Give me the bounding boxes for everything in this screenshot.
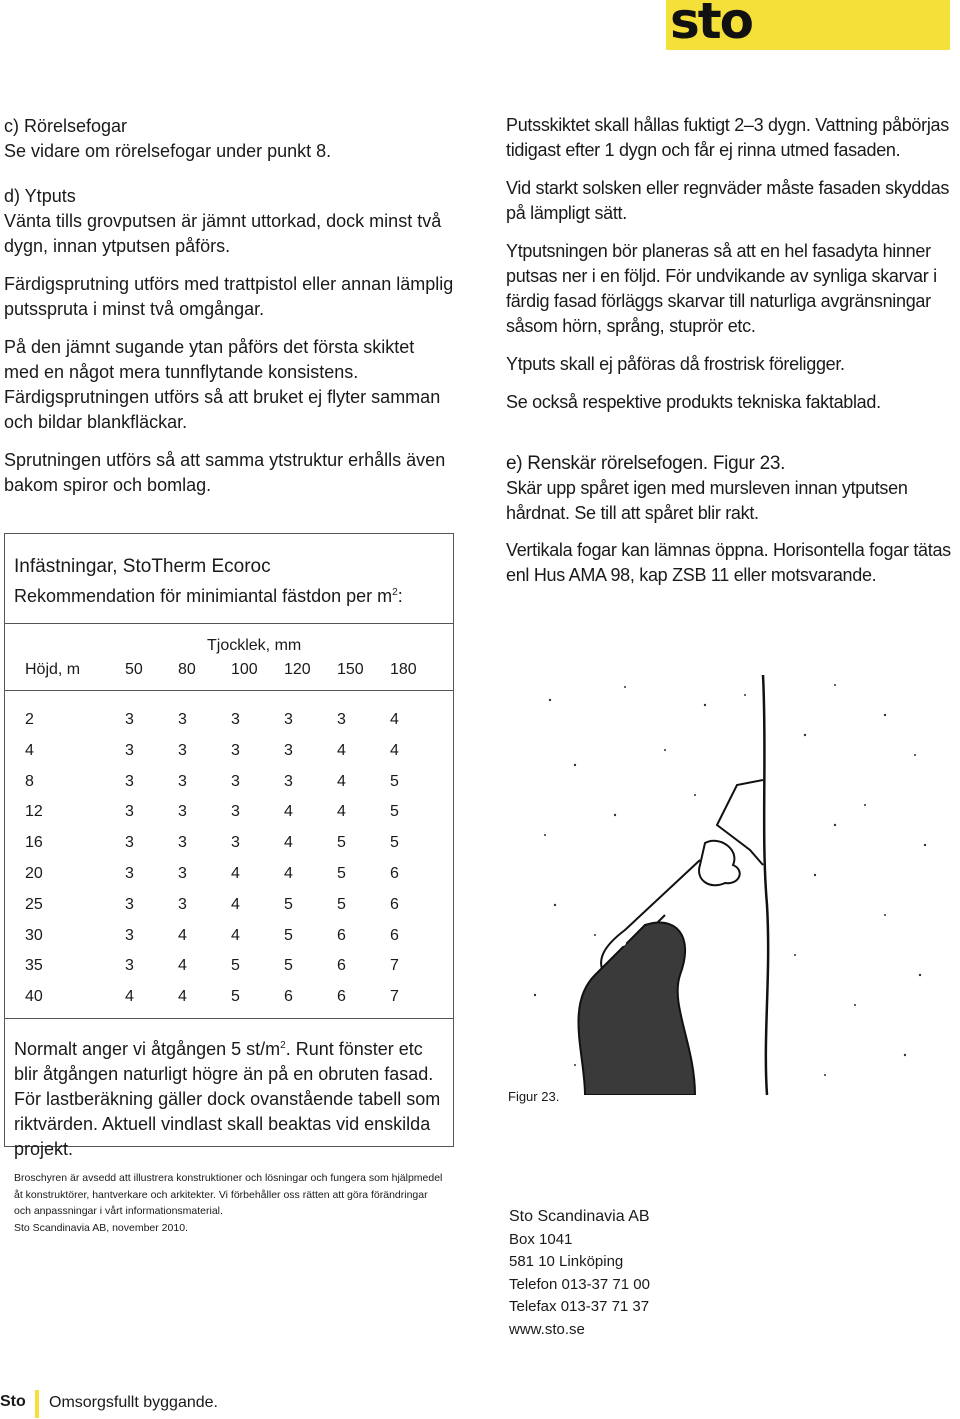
table-cell: 3 bbox=[178, 834, 187, 852]
table-cell: 5 bbox=[337, 865, 346, 882]
table-cell: 5 bbox=[231, 957, 240, 975]
table-cell: 3 bbox=[125, 803, 134, 821]
table-cell: 6 bbox=[390, 865, 399, 882]
footer-brand: Sto bbox=[0, 1393, 26, 1410]
table-row-height: 20 bbox=[25, 865, 43, 882]
table-row-height: 2 bbox=[25, 711, 34, 728]
table-cell: 3 bbox=[231, 772, 240, 790]
table-cell: 4 bbox=[337, 741, 346, 759]
table-row-height: 12 bbox=[25, 803, 43, 821]
table-cell: 3 bbox=[231, 741, 240, 759]
table-cell: 3 bbox=[231, 834, 240, 852]
table-cell: 4 bbox=[231, 926, 240, 944]
table-cell: 4 bbox=[284, 803, 293, 821]
table-cell: 3 bbox=[284, 741, 293, 759]
table-cell: 6 bbox=[390, 926, 399, 944]
table-cell: 4 bbox=[125, 988, 134, 1006]
table-row-header: Höjd, m bbox=[25, 661, 81, 678]
table-cell: 3 bbox=[125, 865, 134, 882]
paragraph-planering: Ytputsningen bör planeras så att en hel fasadyta hinner putsas ner i en följd. För undvikande av synliga skarvar i färdig fasad förläggs skarvar till naturliga avgränsningar såsom hörn, språng, stuprör etc. bbox=[506, 241, 937, 336]
table-cell: 4 bbox=[390, 711, 399, 728]
table-cell: 3 bbox=[231, 803, 240, 821]
table-column-header: 120 bbox=[284, 661, 311, 678]
section-body-ytputs: Vänta tills grovputsen är jämnt uttorkad, dock minst två dygn, innan ytputsen påförs. bbox=[4, 211, 442, 256]
website-link[interactable]: www.sto.se bbox=[509, 1320, 585, 1338]
table-cell: 3 bbox=[178, 803, 187, 821]
section-title-renskar: e) Renskär rörelsefogen. Figur 23. bbox=[506, 453, 786, 474]
footer-tagline: Omsorgsfullt byggande. bbox=[49, 1394, 218, 1411]
company-address bbox=[509, 1206, 650, 1341]
phone-number: Telefon 013-37 71 00 bbox=[509, 1275, 650, 1293]
section-body-renskar: Skär upp spåret igen med mursleven innan ytputsen hårdnat. Se till att spåret blir rakt. bbox=[506, 478, 908, 523]
footer-accent-bar bbox=[35, 1390, 39, 1418]
table-row-height: 16 bbox=[25, 834, 43, 852]
sto-logo: sto bbox=[670, 0, 753, 50]
table-cell: 4 bbox=[284, 834, 293, 852]
table-row-height: 25 bbox=[25, 895, 43, 913]
table-cell: 3 bbox=[125, 772, 134, 790]
table-row-height: 4 bbox=[25, 741, 34, 759]
table-cell: 5 bbox=[390, 772, 399, 790]
table-cell: 4 bbox=[337, 803, 346, 821]
table-cell: 3 bbox=[125, 741, 134, 759]
divider bbox=[4, 690, 454, 691]
paragraph-fuktigt: Putsskiktet skall hållas fuktigt 2–3 dygn. Vattning påbörjas tidigast efter 1 dygn och får ej rinna utmed fasaden. bbox=[506, 115, 949, 160]
figure-caption: Figur 23. bbox=[508, 1089, 560, 1104]
table-cell: 4 bbox=[178, 988, 187, 1006]
table-cell: 5 bbox=[231, 988, 240, 1006]
table-cell: 5 bbox=[390, 834, 399, 852]
table-cell: 3 bbox=[178, 741, 187, 759]
table-cell: 5 bbox=[337, 895, 346, 913]
table-cell: 4 bbox=[231, 895, 240, 913]
company-name: Sto Scandinavia AB bbox=[509, 1208, 650, 1225]
paragraph-forsta-skiktet: På den jämnt sugande ytan påförs det första skiktet med en något mera tunnflytande konsistens. Färdigsprutningen utförs så att bruket ej flyter samman och bildar blankfläckar. bbox=[4, 337, 441, 432]
table-cell: 5 bbox=[284, 957, 293, 975]
postal-box: Box 1041 bbox=[509, 1230, 573, 1248]
table-group-header: Tjocklek, mm bbox=[207, 637, 302, 654]
paragraph-frostrisk: Ytputs skall ej påföras då frostrisk föreligger. bbox=[506, 354, 845, 374]
fax-number: Telefax 013-37 71 37 bbox=[509, 1298, 650, 1315]
paragraph-fardigsprutning: Färdigsprutning utförs med trattpistol eller annan lämplig putsspruta i minst två omgångar. bbox=[4, 274, 454, 319]
disclaimer-text: Broschyren är avsedd att illustrera konstruktioner och lösningar och fungera som hjälpmedel åt konstruktörer, hantverkare och arkitekter. Vi förbehåller oss rätten att göra förändringar och anpassningar i vårt informationsmaterial. bbox=[14, 1172, 443, 1217]
table-cell: 3 bbox=[125, 895, 134, 913]
table-cell: 4 bbox=[231, 865, 240, 882]
section-title-rorelsefogar: c) Rörelsefogar bbox=[4, 116, 128, 136]
table-cell: 6 bbox=[337, 988, 346, 1006]
right-column bbox=[506, 113, 960, 601]
table-cell: 3 bbox=[178, 772, 187, 790]
table-cell: 4 bbox=[337, 772, 346, 790]
table-cell: 3 bbox=[284, 711, 293, 728]
table-subtitle: Rekommendation för minimiantal fästdon per $m^2$: bbox=[14, 586, 403, 606]
table-row-height: 30 bbox=[25, 926, 43, 944]
table-cell: 5 bbox=[337, 834, 346, 852]
table-cell: 3 bbox=[178, 711, 187, 728]
table-cell: 7 bbox=[390, 988, 399, 1006]
table-cell: 4 bbox=[390, 741, 399, 759]
table-cell: 3 bbox=[125, 926, 134, 944]
table-cell: 3 bbox=[178, 865, 187, 882]
table-cell: 4 bbox=[178, 926, 187, 944]
table-column-header: 80 bbox=[178, 661, 196, 678]
table-cell: 6 bbox=[337, 957, 346, 975]
table-cell: 3 bbox=[178, 895, 187, 913]
table-cell: 3 bbox=[231, 711, 240, 728]
table-cell: 4 bbox=[178, 957, 187, 975]
divider bbox=[4, 1018, 454, 1019]
paragraph-sprutningen: Sprutningen utförs så att samma ytstruktur erhålls även bakom spiror och bomlag. bbox=[4, 450, 446, 495]
section-title-ytputs: d) Ytputs bbox=[4, 186, 76, 206]
table-cell: 5 bbox=[390, 803, 399, 821]
left-column bbox=[4, 114, 454, 511]
table-row-height: 35 bbox=[25, 957, 43, 975]
table-cell: 5 bbox=[284, 895, 293, 913]
table-cell: 3 bbox=[125, 711, 134, 728]
table-cell: 6 bbox=[337, 926, 346, 944]
table-cell: 3 bbox=[125, 834, 134, 852]
paragraph-faktablad: Se också respektive produkts tekniska faktablad. bbox=[506, 392, 881, 412]
table-cell: 6 bbox=[284, 988, 293, 1006]
paragraph-fogar: Vertikala fogar kan lämnas öppna. Horisontella fogar tätas enl Hus AMA 98, kap ZSB 11 eller motsvarande. bbox=[506, 540, 951, 585]
postal-city: 581 10 Linköping bbox=[509, 1253, 624, 1270]
disclaimer bbox=[14, 1170, 444, 1236]
divider bbox=[4, 623, 454, 624]
table-column-header: 50 bbox=[125, 661, 143, 678]
table-cell: 3 bbox=[125, 957, 134, 975]
table-cell: 3 bbox=[337, 711, 346, 728]
table-column-header: 150 bbox=[337, 661, 364, 678]
figure-23-illustration bbox=[505, 675, 945, 1095]
table-cell: 3 bbox=[284, 772, 293, 790]
table-cell: 4 bbox=[284, 865, 293, 882]
table-title: Infästningar, StoTherm Ecoroc bbox=[14, 556, 271, 577]
table-note: Normalt anger vi åtgången 5 $st/m^2$. Runt fönster etc blir åtgången naturligt högre än på en obruten fasad. För lastberäkning gäller dock ovanstående tabell som riktvärden. Aktuell vindlast skall beaktas vid enskilda projekt. bbox=[14, 1039, 441, 1159]
paragraph-solsken: Vid starkt solsken eller regnväder måste fasaden skyddas på lämpligt sätt. bbox=[506, 178, 950, 223]
table-cell: 6 bbox=[390, 895, 399, 913]
table-row-height: 8 bbox=[25, 772, 34, 790]
disclaimer-date: Sto Scandinavia AB, november 2010. bbox=[14, 1221, 188, 1234]
table-cell: 7 bbox=[390, 957, 399, 975]
table-column-header: 100 bbox=[231, 661, 258, 678]
table-cell: 5 bbox=[284, 926, 293, 944]
table-row-height: 40 bbox=[25, 988, 43, 1006]
section-body-rorelsefogar: Se vidare om rörelsefogar under punkt 8. bbox=[4, 141, 332, 161]
table-column-header: 180 bbox=[390, 661, 417, 678]
